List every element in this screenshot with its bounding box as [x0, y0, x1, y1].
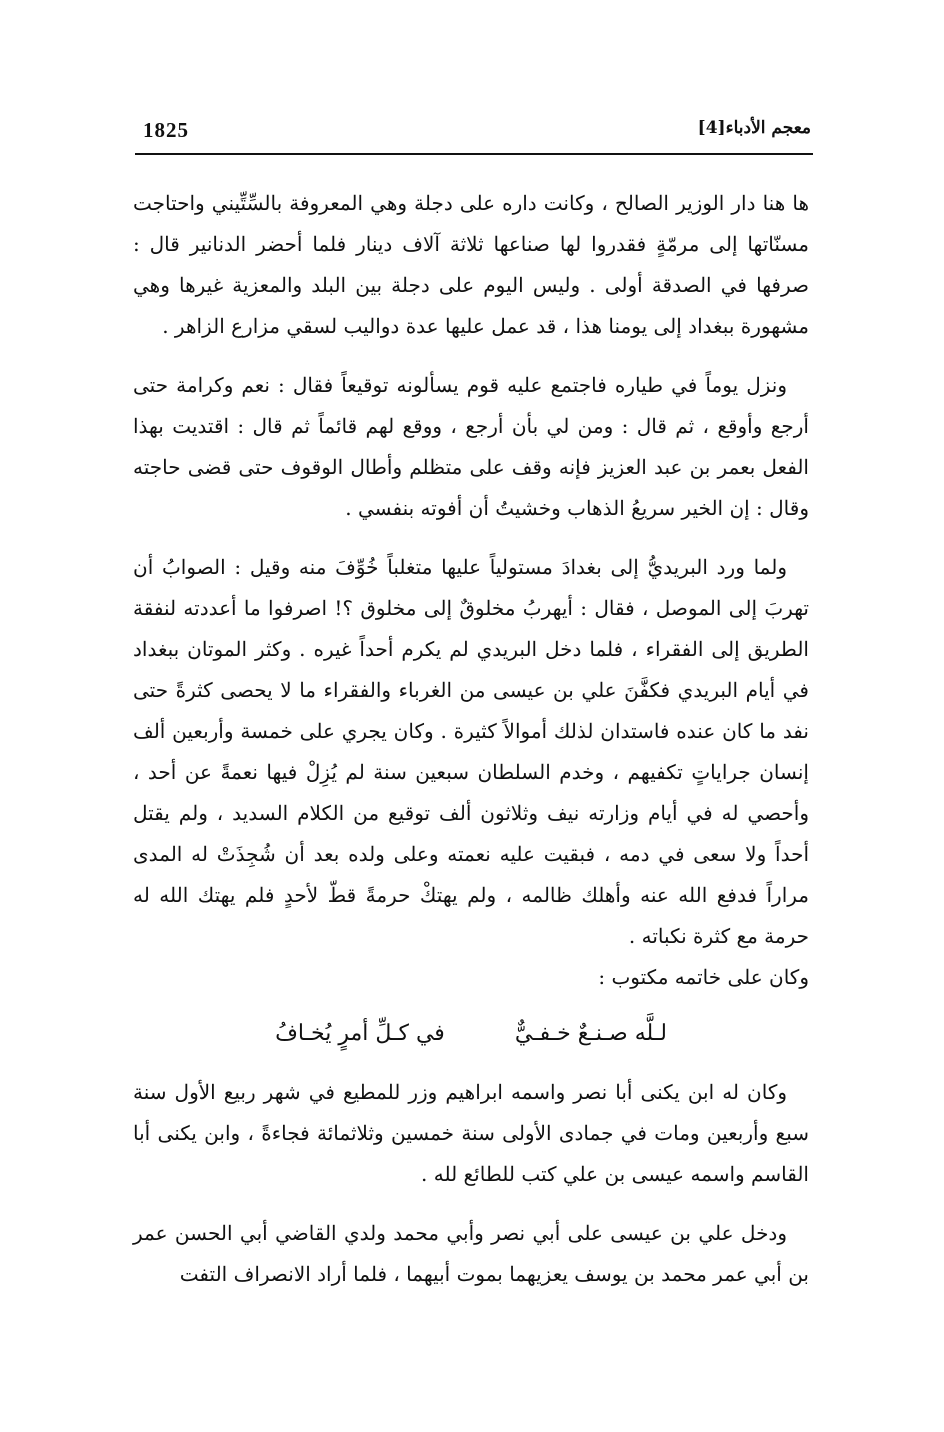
poem-verse: [133, 1012, 809, 1056]
page-number: 1825: [143, 118, 189, 142]
verse-hemistich-right: لـلَّه صـنـعٌ خـفـيٌّ: [514, 1021, 667, 1046]
verse-hemistich-left: في كـلِّ أمرٍ يُخـافُ: [275, 1021, 445, 1046]
paragraph-6: ودخل علي بن عيسى على أبي نصر وأبي محمد ولدي القاضي أبي الحسن عمر بن أبي عمر محمد بن يوسف يعزيهما بموت أبيهما ، فلما أراد الانصراف التفت: [133, 1221, 809, 1286]
running-title: معجم الأدباء[4]: [697, 118, 811, 138]
body-text: [133, 183, 809, 1295]
paragraph-5: وكان له ابن يكنى أبا نصر واسمه ابراهيم وزر للمطيع في شهر ربيع الأول سنة سبع وأربعين ومات في جمادى الأولى سنة خمسين وثلاثمائة فجاءةً ، وابن يكنى أبا القاسم واسمه عيسى بن علي كتب للطائع لله .: [133, 1080, 809, 1186]
header-rule: [135, 153, 813, 155]
paragraph-2: ونزل يوماً في طياره فاجتمع عليه قوم يسألونه توقيعاً فقال : نعم وكرامة حتى أرجع وأوقع ، ثم قال : ومن لي بأن أرجع ، ووقع لهم قائماً ثم قال : اقتديت بهذا الفعل بعمر بن عبد العزيز فإنه وقف على متظلم وأطال الوقوف حتى قضى حاجته وقال : إن الخير سريعُ الذهاب وخشيتُ أن أفوته بنفسي .: [133, 373, 809, 520]
page-header: [135, 118, 813, 152]
paragraph-3: ولما ورد البريديُّ إلى بغدادَ مستولياً عليها متغلباً خُوِّفَ منه وقيل : الصوابُ أن تهربَ إلى الموصل ، فقال : أيهربُ مخلوقٌ إلى مخلوق ؟! اصرفوا ما أعددته لنفقة الطريق إلى الفقراء ، فلما دخل البريدي لم يكرم أحداً غيره . وكثر الموتان ببغداد في أيام البريدي فكفَّنَ علي بن عيسى من الغرباء والفقراء ما لا يحصى كثرةً حتى نفد ما كان عنده فاستدان لذلك أموالاً كثيرة . وكان يجري على خمسة وأربعين ألف إنسان جراياتٍ تكفيهم ، وخدم السلطان سبعين سنة لم يُزِلْ فيها نعمةً عن أحد ، وأحصي له في أيام وزارته نيف وثلاثون ألف توقيع من الكلام السديد ، ولم يقتل أحداً ولا سعى في دمه ، فبقيت عليه نعمته وعلى ولده بعد أن شُجِذَتْ له المدى مراراً فدفع الله عنه وأهلك ظالمه ، ولم يهتكْ حرمةً قطّ لأحدٍ فلم يهتك الله له حرمة مع كثرة نكباته .: [133, 555, 809, 948]
paragraph-1: ها هنا دار الوزير الصالح ، وكانت داره على دجلة وهي المعروفة بالسِّتِّيني واحتاجت مسنّاتها إلى مرمّةٍ فقدروا لها صناعها ثلاثة آلاف دينار فلما أحضر الدنانير قال : صرفها في الصدقة أولى . وليس اليوم على دجلة بين البلد والمعزية غيرها وهي مشهورة ببغداد إلى يومنا هذا ، قد عمل عليها عدة دواليب لسقي مزارع الزاهر .: [133, 191, 809, 338]
paragraph-4: وكان على خاتمه مكتوب :: [598, 965, 809, 989]
